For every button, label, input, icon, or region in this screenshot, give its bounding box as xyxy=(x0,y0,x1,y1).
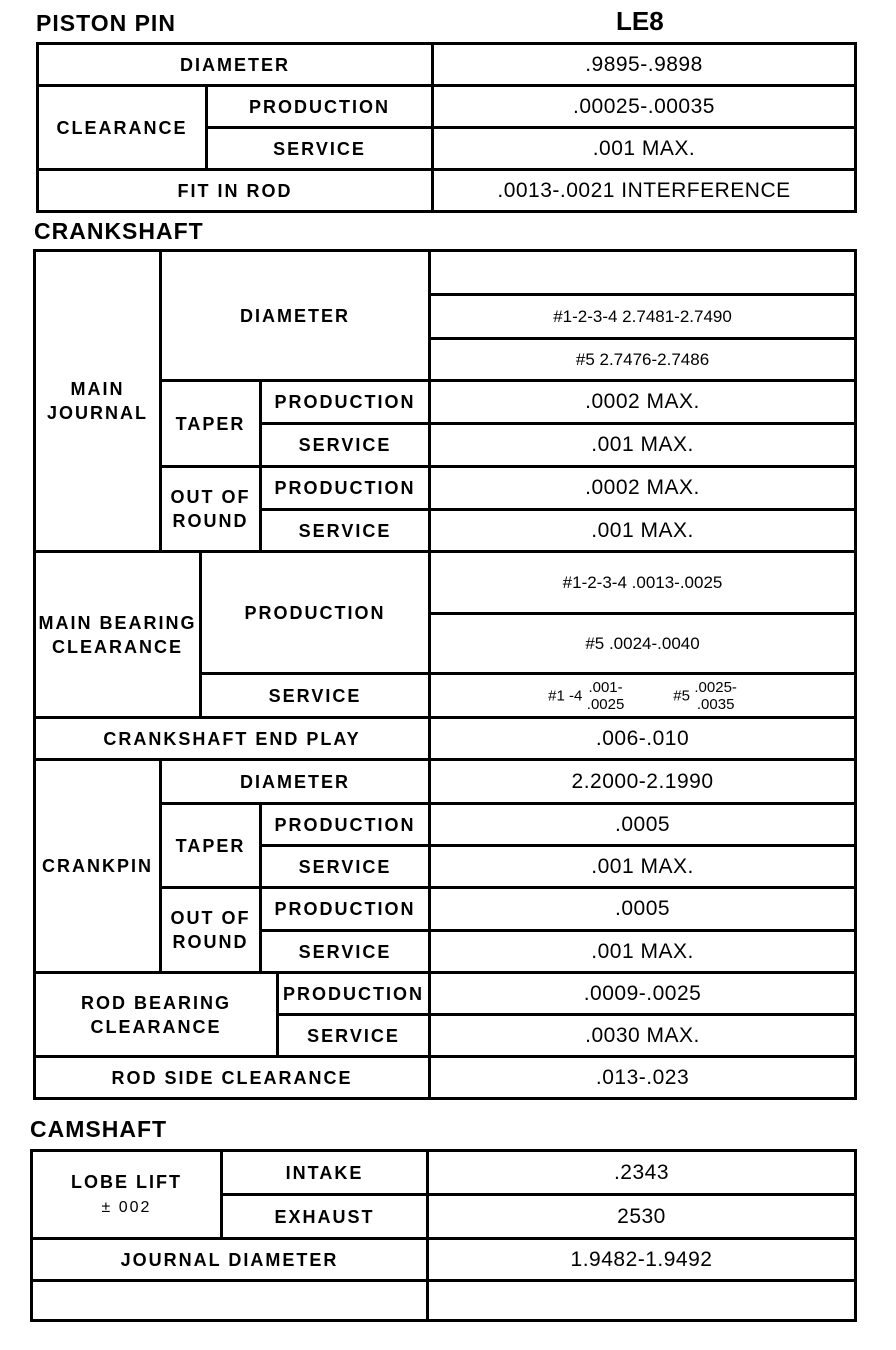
piston-pin-production-label: PRODUCTION xyxy=(207,86,433,128)
crankpin-oor-service-value: .001 MAX. xyxy=(430,931,856,973)
crankpin-taper-production-label: PRODUCTION xyxy=(261,804,430,846)
main-bearing-service-value xyxy=(430,674,856,718)
crankshaft-end-play-label: CRANKSHAFT END PLAY xyxy=(35,718,430,760)
crankpin-label: CRANKPIN xyxy=(35,760,161,973)
main-journal-diameter-blank-cell xyxy=(430,251,856,295)
main-bearing-service-prefix-a: #1 -4 xyxy=(548,687,583,704)
crankshaft-table xyxy=(33,249,857,1100)
crankpin-taper-service-label: SERVICE xyxy=(261,846,430,888)
lobe-lift-tolerance: ± 002 xyxy=(101,1198,152,1216)
crankshaft-end-play-value: .006-.010 xyxy=(430,718,856,760)
main-bearing-service-label: SERVICE xyxy=(201,674,430,718)
piston-pin-diameter-label: DIAMETER xyxy=(38,44,433,86)
exhaust-label: EXHAUST xyxy=(222,1195,428,1239)
table-row xyxy=(38,44,856,86)
piston-pin-service-value: .001 MAX. xyxy=(433,128,856,170)
main-journal-out-of-round-label: OUT OF ROUND xyxy=(161,467,261,552)
main-journal-diameter-value-2: #5 2.7476-2.7486 xyxy=(430,339,856,381)
exhaust-value: 2530 xyxy=(428,1195,856,1239)
piston-pin-diameter-value: .9895-.9898 xyxy=(433,44,856,86)
piston-pin-title: PISTON PIN xyxy=(36,10,176,36)
main-journal-taper-label: TAPER xyxy=(161,381,261,467)
crankpin-out-of-round-label: OUT OF ROUND xyxy=(161,888,261,973)
main-journal-taper-production-label: PRODUCTION xyxy=(261,381,430,424)
main-journal-oor-service-value: .001 MAX. xyxy=(430,510,856,552)
fit-in-rod-label: FIT IN ROD xyxy=(38,170,433,212)
engine-code-heading: LE8 xyxy=(616,6,664,36)
table-row xyxy=(32,1239,856,1281)
empty-label-cell xyxy=(32,1281,428,1321)
rod-bearing-service-label: SERVICE xyxy=(278,1015,430,1057)
rod-bearing-production-label: PRODUCTION xyxy=(278,973,430,1015)
intake-label: INTAKE xyxy=(222,1151,428,1195)
main-journal-taper-service-value: .001 MAX. xyxy=(430,424,856,467)
table-row xyxy=(35,760,856,804)
main-journal-taper-service-label: SERVICE xyxy=(261,424,430,467)
crankpin-oor-service-label: SERVICE xyxy=(261,931,430,973)
table-row xyxy=(35,1057,856,1099)
crankpin-oor-production-label: PRODUCTION xyxy=(261,888,430,931)
main-bearing-production-value-2: #5 .0024-.0040 xyxy=(430,614,856,674)
crankshaft-title: CRANKSHAFT xyxy=(34,218,204,244)
main-bearing-service-range-a xyxy=(587,679,625,713)
lobe-lift-label: LOBE LIFT xyxy=(71,1171,182,1192)
table-row xyxy=(35,251,856,295)
crankpin-taper-label: TAPER xyxy=(161,804,261,888)
table-row xyxy=(32,1281,856,1321)
main-journal-taper-production-value: .0002 MAX. xyxy=(430,381,856,424)
piston-pin-clearance-label: CLEARANCE xyxy=(38,86,207,170)
table-row xyxy=(38,170,856,212)
piston-pin-table xyxy=(36,42,857,213)
crankpin-taper-production-value: .0005 xyxy=(430,804,856,846)
main-bearing-service-a-bottom: .0025 xyxy=(586,695,625,713)
table-row xyxy=(38,86,856,128)
piston-pin-production-value: .00025-.00035 xyxy=(433,86,856,128)
rod-side-clearance-label: ROD SIDE CLEARANCE xyxy=(35,1057,430,1099)
piston-pin-service-label: SERVICE xyxy=(207,128,433,170)
crankpin-oor-production-value: .0005 xyxy=(430,888,856,931)
main-bearing-service-a-top: .001- xyxy=(588,678,623,696)
empty-value-cell xyxy=(428,1281,856,1321)
main-bearing-production-value-1: #1-2-3-4 .0013-.0025 xyxy=(430,552,856,614)
crankpin-diameter-label: DIAMETER xyxy=(161,760,430,804)
camshaft-table xyxy=(30,1149,857,1322)
camshaft-title: CAMSHAFT xyxy=(30,1116,168,1142)
intake-value: .2343 xyxy=(428,1151,856,1195)
table-row xyxy=(32,1151,856,1195)
table-row xyxy=(35,973,856,1015)
main-bearing-service-b-bottom: .0035 xyxy=(696,695,735,713)
main-bearing-service-range-b xyxy=(694,679,737,713)
main-journal-diameter-value-1: #1-2-3-4 2.7481-2.7490 xyxy=(430,295,856,339)
table-row xyxy=(35,552,856,614)
main-bearing-production-label: PRODUCTION xyxy=(201,552,430,674)
rod-side-clearance-value: .013-.023 xyxy=(430,1057,856,1099)
main-journal-label: MAIN JOURNAL xyxy=(35,251,161,552)
main-bearing-clearance-label: MAIN BEARING CLEARANCE xyxy=(35,552,201,718)
crankpin-diameter-value: 2.2000-2.1990 xyxy=(430,760,856,804)
main-bearing-service-b-top: .0025- xyxy=(694,678,737,696)
journal-diameter-value: 1.9482-1.9492 xyxy=(428,1239,856,1281)
lobe-lift-label-cell xyxy=(32,1151,222,1239)
main-journal-diameter-label: DIAMETER xyxy=(161,251,430,381)
crankpin-taper-service-value: .001 MAX. xyxy=(430,846,856,888)
main-journal-oor-production-value: .0002 MAX. xyxy=(430,467,856,510)
rod-bearing-service-value: .0030 MAX. xyxy=(430,1015,856,1057)
rod-bearing-production-value: .0009-.0025 xyxy=(430,973,856,1015)
main-bearing-service-prefix-b: #5 xyxy=(673,687,690,704)
main-journal-oor-service-label: SERVICE xyxy=(261,510,430,552)
journal-diameter-label: JOURNAL DIAMETER xyxy=(32,1239,428,1281)
rod-bearing-clearance-label: ROD BEARING CLEARANCE xyxy=(35,973,278,1057)
table-row xyxy=(35,718,856,760)
main-journal-oor-production-label: PRODUCTION xyxy=(261,467,430,510)
fit-in-rod-value: .0013-.0021 INTERFERENCE xyxy=(433,170,856,212)
